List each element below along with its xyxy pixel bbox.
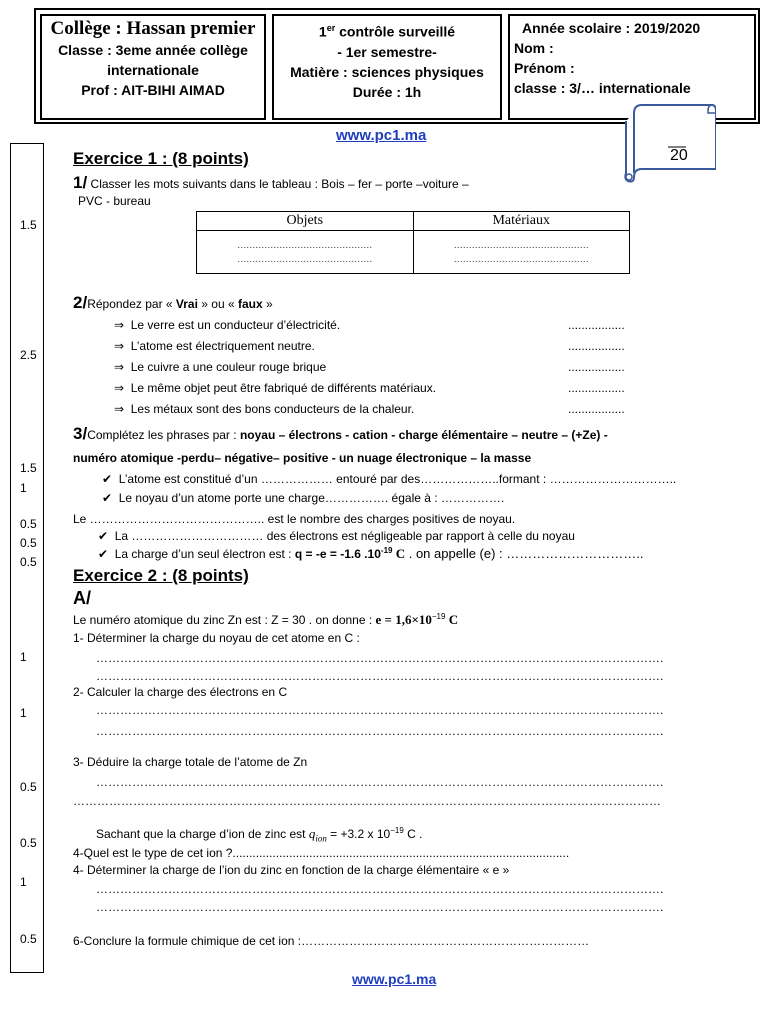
score-scroll-icon	[624, 103, 716, 183]
header-school-cell	[40, 14, 266, 120]
exam-duration: Durée : 1h	[352, 83, 422, 100]
ex2-question-4a: 4-Quel est le type de cet ion ?.....................................................................................................	[73, 846, 570, 860]
fill-sentence: ✔ La …………………………… des électrons est négligeable par rapport à celle du noyau	[98, 529, 575, 543]
ex2-question-4b: 4- Déterminer la charge de l’ion du zinc en fonction de la charge élémentaire « e »	[73, 863, 510, 877]
answer-blank[interactable]: .................	[568, 339, 625, 353]
answer-line[interactable]: …………………………………………………………………………………………………………………………………	[73, 794, 661, 808]
mark-value: 2.5	[20, 348, 37, 362]
student-firstname-field: Prénom :	[514, 60, 575, 76]
class-line-1: Classe : 3eme année collège	[58, 42, 248, 58]
objects-materials-table	[196, 211, 630, 274]
ex2-question-6: 6-Conclure la formule chimique de cet ion :………………………………………………………………	[73, 934, 590, 948]
table-cell-objects[interactable]: ……………………………………… ………………………………………	[197, 231, 414, 274]
exam-semester: - 1er semestre-	[337, 43, 437, 60]
question-3: 3/Complétez les phrases par : noyau – électrons - cation - charge élémentaire – neutre – (+Ze) -	[73, 424, 608, 443]
table-header-objects: Objets	[197, 212, 414, 231]
exercise-1-title: Exercice 1 : (8 points)	[73, 149, 249, 168]
student-name-field: Nom :	[514, 40, 554, 56]
answer-blank[interactable]: .................	[568, 381, 625, 395]
answer-line[interactable]: …………………………………………………………………………………………………………………………….	[96, 724, 664, 738]
table-cell-materials[interactable]: ……………………………………… ………………………………………	[413, 231, 630, 274]
site-link-bottom[interactable]: www.pc1.ma	[352, 971, 437, 987]
statement-row: ⇒ Le verre est un conducteur d’électricité.	[114, 318, 341, 332]
mark-value: 0.5	[20, 932, 37, 946]
zinc-intro: Le numéro atomique du zinc Zn est : Z = 30 . on donne : $e = 1,6\times 10^{-19}$ C	[73, 612, 459, 627]
question-1: 1/ Classer les mots suivants dans le tableau : Bois – fer – porte –voiture –	[73, 173, 469, 192]
score-total: 20	[670, 147, 688, 164]
statement-row: ⇒ Le cuivre a une couleur rouge brique	[114, 360, 327, 374]
answer-line[interactable]: …………………………………………………………………………………………………………………………….	[96, 703, 664, 717]
school-year: Année scolaire : 2019/2020	[522, 20, 701, 36]
prof-name: Prof : AIT-BIHI AIMAD	[81, 82, 225, 98]
exercise-2-title: Exercice 2 : (8 points)	[73, 566, 249, 585]
mark-value: 1.5	[20, 218, 37, 232]
school-name: Collège : Hassan premier	[50, 18, 256, 39]
mark-value: 0.5	[20, 555, 37, 569]
check-icon: ✔	[98, 529, 109, 543]
question-1-cont: PVC - bureau	[78, 194, 151, 208]
word-bank-line-2: numéro atomique -perdu– négative– positive - un nuage électronique – la masse	[73, 451, 532, 465]
check-icon: ✔	[98, 547, 109, 561]
fill-sentence: ✔ Le noyau d’un atome porte une charge……………. égale à : …………….	[102, 491, 505, 505]
exam-title: 1er contrôle surveillé	[318, 23, 456, 40]
answer-blank[interactable]: .................	[568, 360, 625, 374]
mark-value: 1.5	[20, 461, 37, 475]
mark-value: 1	[20, 706, 27, 720]
fill-sentence: ✔ L’atome est constitué d’un ……………… entouré par des………………..formant : …………………………..	[102, 472, 677, 486]
ex2-question-3: 3- Déduire la charge totale de l’atome de Zn	[73, 755, 308, 769]
ex2-question-2: 2- Calculer la charge des électrons en C	[73, 685, 288, 699]
mark-value: 0.5	[20, 780, 37, 794]
fill-sentence: Le …………………………………….. est le nombre des charges positives de noyau.	[73, 512, 516, 526]
exam-subject: Matière : sciences physiques	[290, 63, 484, 80]
answer-line[interactable]: …………………………………………………………………………………………………………………………….	[96, 882, 664, 896]
check-icon: ✔	[102, 472, 113, 486]
mark-value: 1	[20, 650, 27, 664]
answer-blank[interactable]: .................	[568, 318, 625, 332]
class-line-2: internationale	[107, 62, 199, 78]
check-icon: ✔	[102, 491, 113, 505]
ex2-question-1: 1- Déterminer la charge du noyau de cet atome en C :	[73, 631, 360, 645]
question-2: 2/Répondez par « Vrai » ou « faux »	[73, 293, 273, 312]
ion-charge-statement: Sachant que la charge d’ion de zinc est $q_{ion} = +3.2$ x $10^{-19}$ C .	[96, 826, 423, 844]
answer-line[interactable]: …………………………………………………………………………………………………………………………….	[96, 669, 664, 683]
mark-value: 1	[20, 481, 27, 495]
site-link-top[interactable]: www.pc1.ma	[336, 127, 427, 144]
statement-row: ⇒ L’atome est électriquement neutre.	[114, 339, 315, 353]
statement-row: ⇒ Les métaux sont des bons conducteurs de la chaleur.	[114, 402, 415, 416]
answer-blank[interactable]: .................	[568, 402, 625, 416]
student-class-field: classe : 3/… internationale	[514, 80, 691, 96]
mark-value: 1	[20, 875, 27, 889]
answer-line[interactable]: …………………………………………………………………………………………………………………………….	[96, 651, 664, 665]
header-exam-cell	[272, 14, 502, 120]
mark-value: 0.5	[20, 517, 37, 531]
answer-line[interactable]: …………………………………………………………………………………………………………………………….	[96, 775, 664, 789]
part-a-label: A/	[73, 588, 91, 608]
fill-sentence: ✔ La charge d’un seul électron est : q = -e = -1.6 $.10^{-19}$ C . on appelle (e) : …………………………..	[98, 546, 644, 561]
answer-line[interactable]: …………………………………………………………………………………………………………………………….	[96, 900, 664, 914]
statement-row: ⇒ Le même objet peut être fabriqué de différents matériaux.	[114, 381, 437, 395]
mark-value: 0.5	[20, 836, 37, 850]
mark-value: 0.5	[20, 536, 37, 550]
table-header-materials: Matériaux	[413, 212, 630, 231]
